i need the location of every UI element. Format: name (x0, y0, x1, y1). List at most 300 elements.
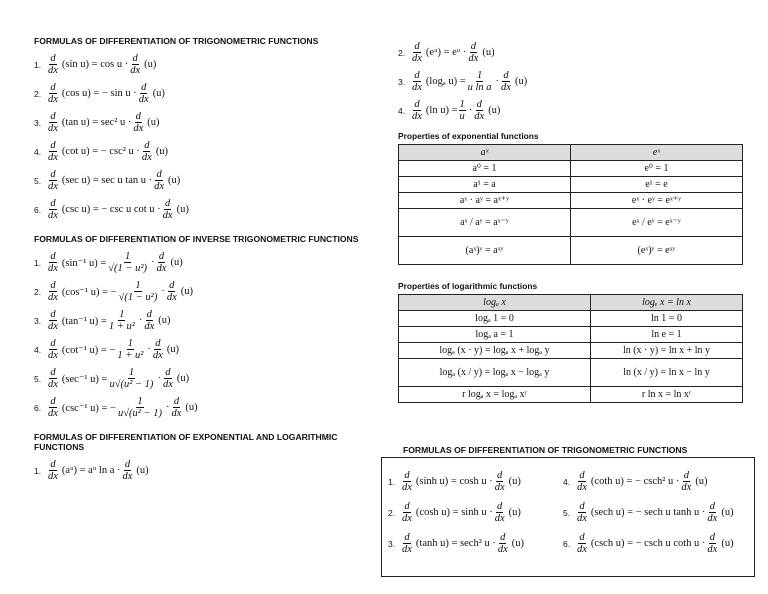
operator-denominator: dx (497, 544, 508, 555)
derivative-operator-argument (156, 251, 168, 274)
table-cell: ln e = 1 (591, 327, 743, 343)
derivative-operator-argument (132, 111, 144, 134)
derivative-operator-argument (706, 532, 718, 555)
operator-numerator: d (50, 280, 56, 291)
table-header-cell: logₐ x (399, 295, 591, 311)
operator-numerator: d (164, 198, 171, 209)
operator-numerator: d (146, 309, 152, 320)
formula-row (398, 67, 743, 96)
formula-number: 1. (34, 59, 42, 70)
fraction (108, 309, 136, 332)
formula-argument: (u) (176, 204, 189, 215)
derivative-operator-argument (170, 396, 182, 419)
table-cell: logₐ (x · y) = logₐ x + logₐ y (399, 343, 591, 359)
formula-expression: (tan⁻¹ u) = (61, 315, 107, 327)
formula-argument: (u) (176, 373, 190, 384)
table-cell: aˣ · aʸ = aˣ⁺ʸ (399, 193, 571, 209)
operator-numerator: d (132, 53, 138, 64)
formula-number: 4. (34, 344, 42, 355)
formula-number: 4. (34, 146, 42, 157)
formula-number: 2. (388, 507, 396, 518)
operator-denominator: dx (48, 152, 58, 163)
table-row (399, 327, 743, 343)
formula-expression: (csc u) = − csc u cot u · (61, 204, 161, 215)
derivative-operator (47, 82, 59, 105)
operator-numerator: d (497, 470, 503, 481)
formula-argument: (u) (170, 257, 183, 268)
table-header-cell: logₑ x = ln x (591, 295, 743, 311)
formula-number: 3. (34, 117, 42, 128)
formula-argument: (u) (721, 507, 734, 518)
operator-denominator: dx (156, 263, 167, 274)
formula-expression: (cosh u) = sinh u · (415, 507, 493, 518)
formula-row (34, 50, 374, 79)
operator-numerator: d (135, 111, 141, 122)
operator-denominator: dx (48, 181, 58, 192)
table-cell: r logₐ x = logₐ xʳ (399, 387, 591, 403)
formula-argument: (u) (158, 315, 171, 326)
operator-denominator: dx (162, 210, 173, 221)
formula-argument: (u) (166, 344, 180, 355)
operator-denominator: dx (130, 65, 141, 76)
formula-expression: (tanh u) = sech² u · (415, 538, 496, 549)
formula-argument: (u) (152, 88, 165, 99)
formula-number: 3. (398, 76, 406, 87)
formula-number: 1. (34, 257, 42, 268)
operator-denominator: dx (48, 263, 58, 274)
formula-number: 1. (34, 465, 42, 476)
formula-argument: (u) (147, 117, 160, 128)
derivative-operator-argument (152, 338, 164, 361)
operator-denominator: dx (144, 321, 155, 332)
hyperbolic-formula-list-right (563, 466, 734, 559)
exp-log-section-title: FORMULAS OF DIFFERENTIATION OF EXPONENTIAL AND LOGARITHMIC FUNCTIONS (34, 432, 338, 452)
operator-denominator: dx (412, 82, 422, 93)
derivative-operator-argument (473, 99, 485, 122)
operator-numerator: d (50, 82, 56, 93)
formula-expression: (logₐ u) = (425, 76, 466, 87)
fraction-denominator: u (459, 111, 465, 122)
formula-number: 6. (563, 538, 571, 549)
derivative-operator (47, 367, 59, 390)
table-row (399, 311, 743, 327)
exp-properties-table (398, 144, 743, 265)
formula-number: 3. (388, 538, 396, 549)
operator-denominator: dx (402, 482, 412, 493)
operator-numerator: d (169, 280, 175, 291)
fraction-numerator: 1 (135, 280, 141, 291)
derivative-operator-argument (500, 70, 512, 93)
table-cell: logₐ a = 1 (399, 327, 591, 343)
inverse-trig-formula-list (34, 248, 374, 422)
operator-denominator: dx (48, 210, 58, 221)
derivative-operator-argument (122, 459, 134, 482)
formula-argument: (u) (136, 465, 149, 476)
operator-denominator: dx (707, 513, 718, 524)
table-cell: e¹ = e (571, 177, 743, 193)
operator-numerator: d (144, 140, 150, 151)
derivative-operator (47, 459, 59, 482)
formula-argument: (u) (695, 476, 708, 487)
operator-numerator: d (50, 309, 56, 320)
operator-denominator: dx (474, 111, 485, 122)
table-cell: ln (x · y) = ln x + ln y (591, 343, 743, 359)
table-row (399, 359, 743, 387)
operator-numerator: d (414, 41, 420, 52)
times-sign: · (157, 373, 161, 384)
formula-argument: (u) (514, 76, 528, 87)
derivative-operator-argument (141, 140, 153, 163)
formula-expression: (coth u) = − csch² u · (590, 476, 680, 487)
operator-numerator: d (404, 470, 410, 481)
derivative-operator-argument (162, 367, 174, 390)
operator-numerator: d (165, 367, 171, 378)
formula-row (34, 108, 374, 137)
formula-expression: (sec⁻¹ u) = (61, 373, 108, 385)
operator-numerator: d (497, 501, 503, 512)
log-properties-title: Properties of logarithmic functions (398, 281, 538, 291)
operator-numerator: d (579, 532, 585, 543)
inverse-trig-section (34, 234, 374, 422)
operator-numerator: d (404, 532, 410, 543)
hyperbolic-formula-list-left (388, 466, 524, 559)
table-row (399, 193, 743, 209)
formula-number: 2. (34, 88, 42, 99)
table-cell: eˣ · eʸ = eˣ⁺ʸ (571, 193, 743, 209)
derivative-operator-argument (138, 82, 150, 105)
table-cell: (aˣ)ʸ = aˣʸ (399, 237, 571, 265)
table-cell: eˣ / eʸ = eˣ⁻ʸ (571, 209, 743, 237)
formula-expression: (tan u) = sec² u · (61, 117, 132, 128)
operator-denominator: dx (48, 94, 58, 105)
formula-expression: (sin u) = cos u · (61, 59, 129, 70)
operator-numerator: d (404, 501, 410, 512)
table-row (399, 343, 743, 359)
formula-expression: (sin⁻¹ u) = (61, 257, 107, 269)
derivative-operator (47, 140, 59, 163)
formula-expression: (csc⁻¹ u) = − (61, 402, 116, 414)
formula-row (34, 393, 374, 422)
operator-denominator: dx (48, 123, 58, 134)
operator-numerator: d (579, 470, 585, 481)
formula-number: 4. (398, 105, 406, 116)
derivative-operator (47, 251, 59, 274)
operator-denominator: dx (48, 321, 58, 332)
operator-numerator: d (579, 501, 585, 512)
operator-denominator: dx (48, 379, 58, 390)
table-header-cell: aˣ (399, 145, 571, 161)
table-cell: ln 1 = 0 (591, 311, 743, 327)
operator-numerator: d (50, 251, 56, 262)
formula-row (34, 195, 374, 224)
formula-expression: (cot⁻¹ u) = − (61, 344, 116, 356)
table-cell: ln (x / y) = ln x − ln y (591, 359, 743, 387)
fraction-numerator: 1 (128, 367, 135, 378)
formula-row (388, 466, 524, 497)
times-sign: · (468, 105, 473, 116)
formula-row (34, 137, 374, 166)
formula-argument: (u) (144, 59, 157, 70)
formula-row (388, 497, 524, 528)
fraction (107, 251, 148, 274)
operator-denominator: dx (402, 544, 412, 555)
fraction-denominator: √(1 − u²) (118, 292, 158, 303)
table-row (399, 161, 743, 177)
formula-number: 5. (34, 175, 42, 186)
trig-formula-list (34, 50, 374, 224)
formula-row (563, 497, 734, 528)
operator-numerator: d (709, 532, 715, 543)
operator-denominator: dx (133, 123, 144, 134)
derivative-operator (411, 99, 423, 122)
derivative-operator-argument (467, 41, 479, 64)
formula-expression: (cos u) = − sin u · (61, 88, 137, 99)
operator-denominator: dx (402, 513, 412, 524)
operator-denominator: dx (152, 350, 163, 361)
formula-number: 2. (398, 47, 406, 58)
operator-numerator: d (141, 82, 147, 93)
formula-row (34, 277, 374, 306)
formula-number: 3. (34, 315, 42, 326)
derivative-operator (47, 338, 59, 361)
formula-row (398, 96, 743, 125)
operator-denominator: dx (494, 513, 505, 524)
formula-number: 6. (34, 204, 42, 215)
formula-number: 5. (563, 507, 571, 518)
formula-row (34, 306, 374, 335)
formula-expression: (sinh u) = cosh u · (415, 476, 493, 487)
derivative-operator (47, 198, 59, 221)
operator-denominator: dx (166, 292, 177, 303)
fraction (117, 396, 163, 419)
derivative-operator (411, 70, 423, 93)
derivative-operator-argument (143, 309, 155, 332)
derivative-operator (401, 532, 413, 555)
inverse-trig-section-title: FORMULAS OF DIFFERENTIATION OF INVERSE TRIGONOMETRIC FUNCTIONS (34, 234, 359, 244)
operator-denominator: dx (48, 471, 58, 482)
formula-row (34, 79, 374, 108)
formula-argument: (u) (508, 476, 521, 487)
table-row (399, 387, 743, 403)
hyperbolic-section-title: FORMULAS OF DIFFERENTIATION OF TRIGONOMETRIC FUNCTIONS (403, 445, 688, 455)
operator-denominator: dx (707, 544, 718, 555)
formula-expression: (csch u) = − csch u coth u · (590, 538, 706, 549)
formula-number: 4. (563, 476, 571, 487)
formula-argument: (u) (511, 538, 525, 549)
operator-denominator: dx (122, 471, 133, 482)
operator-numerator: d (50, 111, 56, 122)
table-row (399, 209, 743, 237)
operator-numerator: d (50, 367, 56, 378)
formula-argument: (u) (721, 538, 734, 549)
derivative-operator-argument (706, 501, 718, 524)
times-sign: · (165, 402, 170, 413)
operator-denominator: dx (162, 379, 173, 390)
operator-numerator: d (476, 99, 482, 110)
formula-argument: (u) (185, 402, 198, 413)
formula-expression: (eᵘ) = eᵘ · (425, 47, 467, 58)
fraction-numerator: 1 (137, 396, 143, 407)
operator-denominator: dx (577, 513, 587, 524)
derivative-operator-argument (166, 280, 178, 303)
formula-argument: (u) (482, 47, 495, 58)
formula-number: 6. (34, 402, 42, 413)
formula-number: 5. (34, 373, 42, 384)
fraction-numerator: 1 (119, 309, 125, 320)
operator-numerator: d (414, 99, 420, 110)
operator-denominator: dx (48, 292, 58, 303)
fraction-numerator: 1 (127, 338, 134, 349)
fraction (118, 280, 159, 303)
exp-log-section (34, 432, 374, 485)
operator-denominator: dx (48, 65, 58, 76)
table-cell: a¹ = a (399, 177, 571, 193)
formula-row (398, 38, 743, 67)
table-header-row (399, 295, 743, 311)
formula-argument: (u) (180, 286, 193, 297)
operator-denominator: dx (138, 94, 149, 105)
derivative-operator (47, 396, 59, 419)
fraction-denominator: u√(u² − 1) (109, 379, 154, 390)
derivative-operator (47, 280, 59, 303)
fraction-numerator: 1 (459, 99, 465, 110)
exp-log-formula-list (34, 456, 374, 485)
formula-expression: (sech u) = − sech u tanh u · (590, 507, 706, 518)
table-cell: a⁰ = 1 (399, 161, 571, 177)
derivative-operator (47, 111, 59, 134)
operator-denominator: dx (48, 350, 58, 361)
operator-numerator: d (503, 70, 509, 81)
formula-row (388, 528, 524, 559)
log-properties-table (398, 294, 743, 403)
right-column (398, 38, 743, 403)
times-sign: · (161, 286, 165, 297)
fraction-denominator: 1 + u² (108, 321, 135, 332)
formula-row (34, 248, 374, 277)
times-sign: · (138, 315, 143, 326)
operator-denominator: dx (412, 53, 422, 64)
operator-denominator: dx (501, 82, 511, 93)
fraction-denominator: √(1 − u²) (108, 263, 148, 274)
fraction (116, 338, 144, 361)
formula-expression: (cos⁻¹ u) = − (61, 286, 117, 298)
formula-argument: (u) (168, 175, 181, 186)
derivative-operator-argument (162, 198, 174, 221)
table-row (399, 177, 743, 193)
operator-numerator: d (155, 338, 161, 349)
formula-expression: (ln u) = (425, 105, 458, 116)
table-header-row (399, 145, 743, 161)
times-sign: · (495, 76, 500, 87)
fraction (108, 367, 154, 390)
operator-denominator: dx (48, 408, 58, 419)
operator-numerator: d (500, 532, 506, 543)
formula-row (34, 335, 374, 364)
formula-argument: (u) (488, 105, 501, 116)
exp-log-formula-list-continued (398, 38, 743, 125)
operator-numerator: d (683, 470, 689, 481)
operator-denominator: dx (494, 482, 505, 493)
operator-numerator: d (470, 41, 476, 52)
operator-denominator: dx (468, 53, 479, 64)
operator-denominator: dx (154, 181, 165, 192)
operator-denominator: dx (577, 544, 587, 555)
formula-row (34, 364, 374, 393)
table-cell: (eˣ)ʸ = eˣʸ (571, 237, 743, 265)
derivative-operator (576, 501, 588, 524)
operator-numerator: d (50, 459, 56, 470)
derivative-operator (47, 53, 59, 76)
derivative-operator (401, 470, 413, 493)
table-cell: logₐ 1 = 0 (399, 311, 591, 327)
operator-numerator: d (709, 501, 715, 512)
derivative-operator (47, 169, 59, 192)
formula-argument: (u) (155, 146, 169, 157)
operator-denominator: dx (141, 152, 152, 163)
formula-expression: (aᵘ) = aᵘ ln a · (61, 465, 121, 476)
operator-denominator: dx (412, 111, 422, 122)
derivative-operator-argument (494, 501, 506, 524)
formula-number: 2. (34, 286, 42, 297)
derivative-operator-argument (494, 470, 506, 493)
operator-denominator: dx (171, 408, 182, 419)
operator-numerator: d (50, 338, 56, 349)
table-cell: e⁰ = 1 (571, 161, 743, 177)
table-cell: r ln x = ln xʳ (591, 387, 743, 403)
derivative-operator (576, 532, 588, 555)
derivative-operator-argument (129, 53, 141, 76)
derivative-operator-argument (153, 169, 165, 192)
table-row (399, 237, 743, 265)
trig-section-title: FORMULAS OF DIFFERENTIATION OF TRIGONOMETRIC FUNCTIONS (34, 36, 319, 46)
derivative-operator (411, 41, 423, 64)
times-sign: · (151, 257, 155, 268)
operator-numerator: d (50, 198, 56, 209)
operator-numerator: d (158, 251, 165, 262)
formula-row (563, 528, 734, 559)
operator-numerator: d (50, 169, 56, 180)
exp-properties-title: Properties of exponential functions (398, 131, 539, 141)
derivative-operator-argument (680, 470, 692, 493)
operator-numerator: d (414, 70, 420, 81)
operator-numerator: d (50, 396, 56, 407)
table-cell: aˣ / aʸ = aˣ⁻ʸ (399, 209, 571, 237)
formula-row (563, 466, 734, 497)
derivative-operator (576, 470, 588, 493)
table-cell: logₐ (x / y) = logₐ x − logₐ y (399, 359, 591, 387)
derivative-operator-argument (497, 532, 509, 555)
operator-numerator: d (156, 169, 162, 180)
formula-number: 1. (388, 476, 396, 487)
times-sign: · (147, 344, 151, 355)
fraction-denominator: u√(u² − 1) (117, 408, 162, 419)
derivative-operator (401, 501, 413, 524)
fraction-denominator: 1 + u² (117, 350, 144, 361)
operator-numerator: d (124, 459, 131, 470)
fraction-denominator: u ln a (467, 82, 492, 93)
operator-denominator: dx (577, 482, 587, 493)
operator-numerator: d (50, 140, 56, 151)
table-header-cell: eˣ (571, 145, 743, 161)
operator-denominator: dx (681, 482, 692, 493)
operator-numerator: d (50, 53, 56, 64)
fraction-numerator: 1 (125, 251, 131, 262)
formula-argument: (u) (508, 507, 521, 518)
fraction (467, 70, 493, 93)
fraction-numerator: 1 (476, 70, 483, 81)
derivative-operator (47, 309, 59, 332)
trig-section (34, 36, 374, 224)
